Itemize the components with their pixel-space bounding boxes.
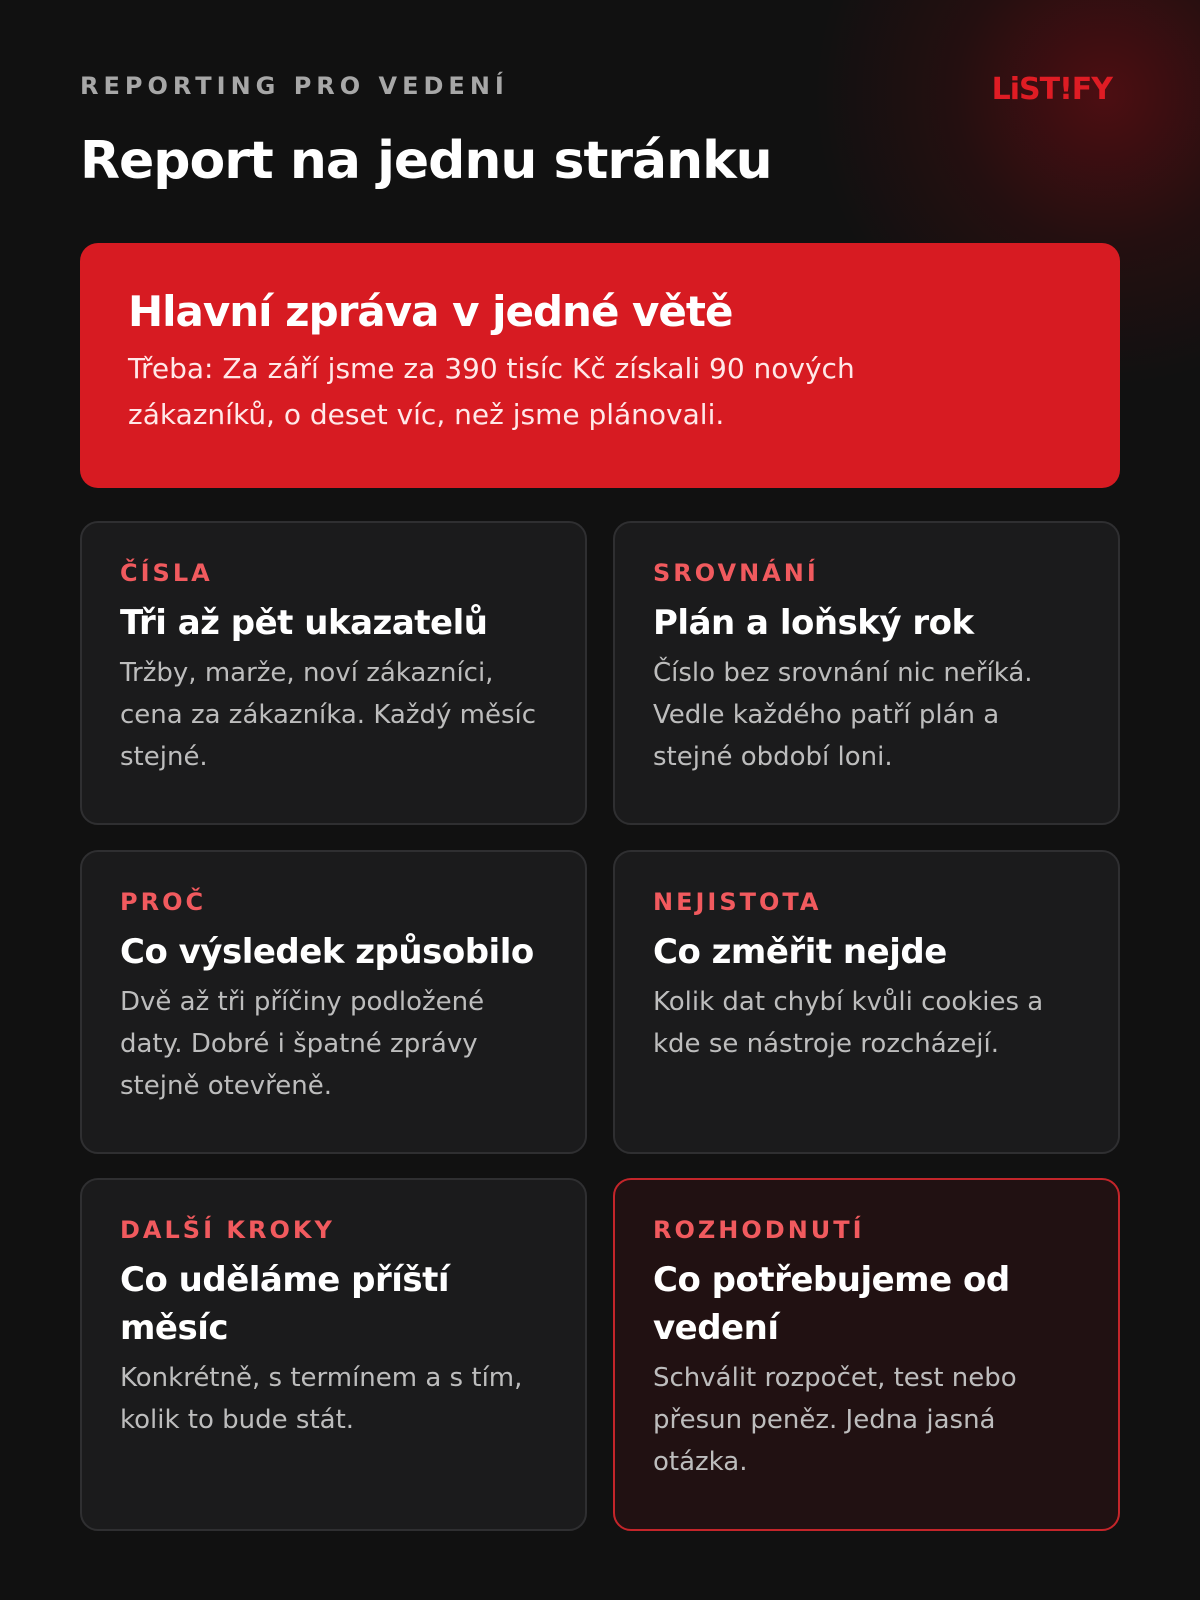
main-message-card xyxy=(80,243,1120,488)
next-steps-card-label: DALŠÍ KROKY xyxy=(120,1216,335,1244)
report-sections-grid xyxy=(80,521,1120,1531)
uncertainty-card-title: Co změřit nejde xyxy=(653,932,947,972)
numbers-card-label: ČÍSLA xyxy=(120,559,213,587)
causes-card xyxy=(80,850,587,1154)
decision-card xyxy=(613,1178,1120,1531)
next-steps-card-title: Co uděláme příští měsíc xyxy=(120,1260,450,1348)
causes-card-label: PROČ xyxy=(120,888,207,916)
numbers-card-text: Tržby, marže, noví zákazníci, cena za zákazníka. Každý měsíc stejné. xyxy=(120,658,537,772)
numbers-card-title: Tři až pět ukazatelů xyxy=(120,603,488,643)
causes-card-text: Dvě až tři příčiny podložené daty. Dobré i špatné zprávy stejně otevřeně. xyxy=(120,987,485,1101)
page-header xyxy=(80,70,1120,110)
uncertainty-card-text: Kolik dat chybí kvůli cookies a kde se nástroje rozcházejí. xyxy=(653,987,1044,1059)
uncertainty-card xyxy=(613,850,1120,1154)
decision-card-title: Co potřebujeme od vedení xyxy=(653,1260,1010,1348)
comparison-card xyxy=(613,521,1120,825)
comparison-card-title: Plán a loňský rok xyxy=(653,603,974,643)
causes-card-title: Co výsledek způsobilo xyxy=(120,932,534,972)
page-eyebrow: REPORTING PRO VEDENÍ xyxy=(80,72,509,100)
decision-card-label: ROZHODNUTÍ xyxy=(653,1216,865,1244)
uncertainty-card-label: NEJISTOTA xyxy=(653,888,822,916)
main-message-title: Hlavní zpráva v jedné větě xyxy=(128,287,733,336)
decision-card-text: Schválit rozpočet, test nebo přesun peněz. Jedna jasná otázka. xyxy=(653,1363,1017,1477)
page-title: Report na jednu stránku xyxy=(80,131,772,191)
numbers-card xyxy=(80,521,587,825)
next-steps-card xyxy=(80,1178,587,1531)
comparison-card-text: Číslo bez srovnání nic neříká. Vedle každého patří plán a stejné období loni. xyxy=(653,658,1033,772)
listify-logo: LiST!FY xyxy=(991,72,1112,107)
main-message-example: Třeba: Za září jsme za 390 tisíc Kč získali 90 nových zákazníků, o deset víc, než jsme plánovali. xyxy=(128,352,855,431)
next-steps-card-text: Konkrétně, s termínem a s tím, kolik to bude stát. xyxy=(120,1363,523,1435)
comparison-card-label: SROVNÁNÍ xyxy=(653,559,819,587)
